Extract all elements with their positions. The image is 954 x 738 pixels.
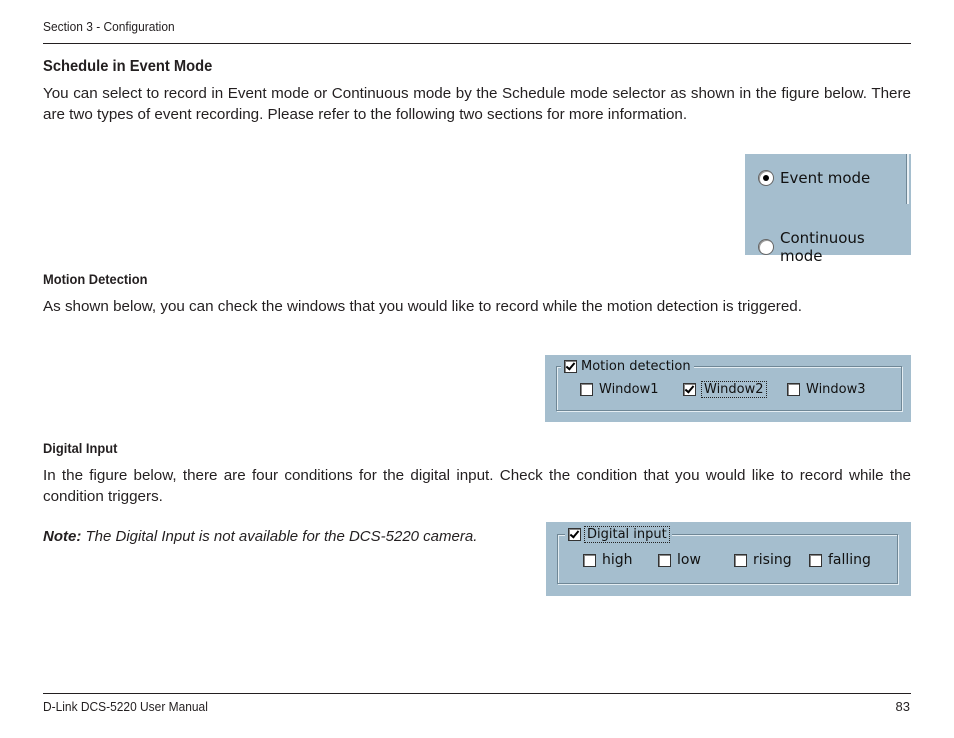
rising-checkbox[interactable] xyxy=(734,554,747,567)
window2-checkbox[interactable] xyxy=(683,383,696,396)
motion-detection-text: As shown below, you can check the windows that you would like to record while the motion detection is triggered. xyxy=(43,298,802,315)
event-mode-radio[interactable] xyxy=(758,170,774,186)
window2-option[interactable] xyxy=(683,382,766,397)
window3-option[interactable] xyxy=(787,382,866,397)
footer-manual-title: D-Link DCS-5220 User Manual xyxy=(43,699,208,714)
rising-label: rising xyxy=(753,552,792,568)
window2-label: Window2 xyxy=(704,382,764,397)
motion-detection-checkbox[interactable] xyxy=(564,360,577,373)
falling-option[interactable] xyxy=(809,552,871,568)
section-header: Section 3 - Configuration xyxy=(43,19,175,34)
window1-option[interactable] xyxy=(580,382,659,397)
window3-label: Window3 xyxy=(806,382,866,397)
panel-edge xyxy=(906,154,909,204)
window1-label: Window1 xyxy=(599,382,659,397)
motion-detection-legend[interactable] xyxy=(561,359,694,374)
falling-checkbox[interactable] xyxy=(809,554,822,567)
digital-input-legend[interactable] xyxy=(565,527,672,542)
continuous-mode-option[interactable] xyxy=(758,229,911,265)
footer-divider xyxy=(43,693,911,694)
low-checkbox[interactable] xyxy=(658,554,671,567)
falling-label: falling xyxy=(828,552,871,568)
window3-checkbox[interactable] xyxy=(787,383,800,396)
note-label: Note: xyxy=(43,528,82,545)
window1-checkbox[interactable] xyxy=(580,383,593,396)
digital-input-label: Digital input xyxy=(587,527,667,542)
motion-detection-panel xyxy=(545,355,911,422)
note-paragraph xyxy=(43,528,477,545)
rising-option[interactable] xyxy=(734,552,792,568)
high-option[interactable] xyxy=(583,552,633,568)
low-option[interactable] xyxy=(658,552,701,568)
digital-input-checkbox[interactable] xyxy=(568,528,581,541)
intro-paragraph: You can select to record in Event mode or Continuous mode by the Schedule mode selector as shown in the figure below. There are two types of event recording. Please refer to the following two sections for more information. xyxy=(43,85,911,123)
header-divider xyxy=(43,43,911,44)
continuous-mode-label: Continuous mode xyxy=(780,229,865,265)
page-title: Schedule in Event Mode xyxy=(43,58,213,75)
digital-input-text: In the figure below, there are four conditions for the digital input. Check the condition that you would like to record while the condition triggers. xyxy=(43,467,911,505)
high-label: high xyxy=(602,552,633,568)
low-label: low xyxy=(677,552,701,568)
motion-detection-heading: Motion Detection xyxy=(43,271,148,287)
page-number: 83 xyxy=(895,699,910,714)
digital-input-panel xyxy=(546,522,911,596)
digital-input-heading: Digital Input xyxy=(43,440,118,456)
event-mode-label: Event mode xyxy=(780,169,871,187)
motion-detection-label: Motion detection xyxy=(581,359,691,374)
note-text: The Digital Input is not available for the DCS-5220 camera. xyxy=(81,528,478,545)
schedule-mode-panel xyxy=(745,154,911,265)
high-checkbox[interactable] xyxy=(583,554,596,567)
continuous-mode-radio[interactable] xyxy=(758,239,774,255)
event-mode-option[interactable] xyxy=(758,169,870,187)
